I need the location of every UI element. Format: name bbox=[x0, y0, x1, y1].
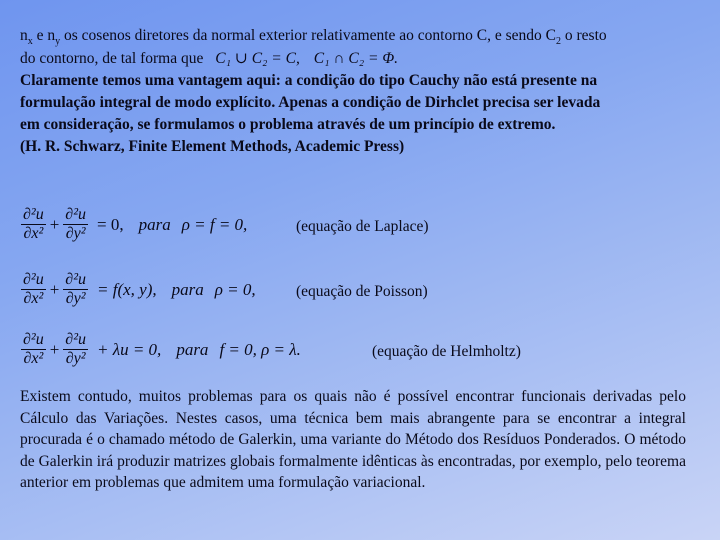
bold-line-2: formulação integral de modo explícito. Apenas a condição de Dirhclet precisa ser levada bbox=[20, 94, 601, 111]
helmholtz-rhs: + λu = 0, bbox=[97, 339, 162, 359]
helmholtz-equation: $\frac{\text{∂²u}}{\text{∂x²}}$ + $\frac{\text{∂²u}}{\text{∂y²}}$ + λu = 0, para f = 0, ρ = λ. bbox=[23, 331, 301, 367]
laplace-para: para bbox=[138, 214, 171, 234]
laplace-equation: $\frac{\text{∂²u}}{\text{∂x²}}$ + $\frac{\text{∂²u}}{\text{∂y²}}$ = 0, para ρ = f = 0, bbox=[23, 206, 248, 242]
poisson-label: (equação de Poisson) bbox=[296, 283, 428, 300]
bold-line-4: (H. R. Schwarz, Finite Element Methods, Academic Press) bbox=[20, 138, 405, 155]
intro-line-1 bbox=[20, 27, 607, 47]
ny-symbol: $n_y$ bbox=[47, 27, 61, 48]
laplace-label: (equação de Laplace) bbox=[296, 218, 429, 235]
bold-line-1: Claramente temos uma vantagem aqui: a condição do tipo Cauchy não está presente na bbox=[20, 72, 598, 89]
c2-subscript: 2 bbox=[556, 36, 561, 48]
laplace-condition: ρ = f = 0, bbox=[181, 214, 248, 234]
fraction-xx: $\frac{\text{∂²u}}{\text{∂x²}}$ bbox=[23, 331, 44, 367]
intro-line-2-text: do contorno, de tal forma que bbox=[20, 50, 204, 67]
helmholtz-label: (equação de Helmholtz) bbox=[372, 343, 521, 360]
fraction-yy: $\frac{\text{∂²u}}{\text{∂y²}}$ bbox=[65, 271, 86, 307]
laplace-rhs: = 0, bbox=[97, 214, 124, 234]
nx-symbol: $n_x$ bbox=[20, 27, 33, 48]
poisson-rhs: = f(x, y), bbox=[97, 279, 157, 299]
intro-text: os cosenos diretores da normal exterior relativamente ao contorno C, e sendo C bbox=[60, 27, 556, 44]
intersection-expression: C₁ ∩ C₂ = Φ. bbox=[313, 50, 399, 67]
fraction-yy: $\frac{\text{∂²u}}{\text{∂y²}}$ bbox=[65, 206, 86, 242]
bold-line-3: em consideração, se formulamos o problema através de um princípio de extremo. bbox=[20, 116, 556, 133]
poisson-condition: ρ = 0, bbox=[214, 279, 256, 299]
poisson-para: para bbox=[171, 279, 204, 299]
fraction-xx: $\frac{\text{∂²u}}{\text{∂x²}}$ bbox=[23, 206, 44, 242]
fraction-xx: $\frac{\text{∂²u}}{\text{∂x²}}$ bbox=[23, 271, 44, 307]
fraction-yy: $\frac{\text{∂²u}}{\text{∂y²}}$ bbox=[65, 331, 86, 367]
conjunction: e bbox=[32, 27, 48, 44]
helmholtz-condition: f = 0, ρ = λ. bbox=[219, 339, 301, 359]
helmholtz-para: para bbox=[176, 339, 209, 359]
poisson-equation: $\frac{\text{∂²u}}{\text{∂x²}}$ + $\frac{\text{∂²u}}{\text{∂y²}}$ = f(x, y), para ρ = 0, bbox=[23, 271, 256, 307]
union-expression: C₁ ∪ C₂ = C, bbox=[215, 50, 300, 67]
intro-line-2 bbox=[20, 49, 398, 68]
closing-paragraph: Existem contudo, muitos problemas para os quais não é possível encontrar funcionais derivadas pelo Cálculo das Variações. Nestes casos, uma técnica bem mais abrangente para se encontrar a integral procurada é o chamado método de Galerkin, uma variante do Método dos Resíduos Ponderados. O método de Galerkin irá produzir matrizes globais formalmente idênticas às encontradas, por exemplo, pelo teorema anterior em problemas que admitem uma formulação variacional. bbox=[20, 388, 686, 492]
intro-end: o resto bbox=[561, 27, 607, 44]
